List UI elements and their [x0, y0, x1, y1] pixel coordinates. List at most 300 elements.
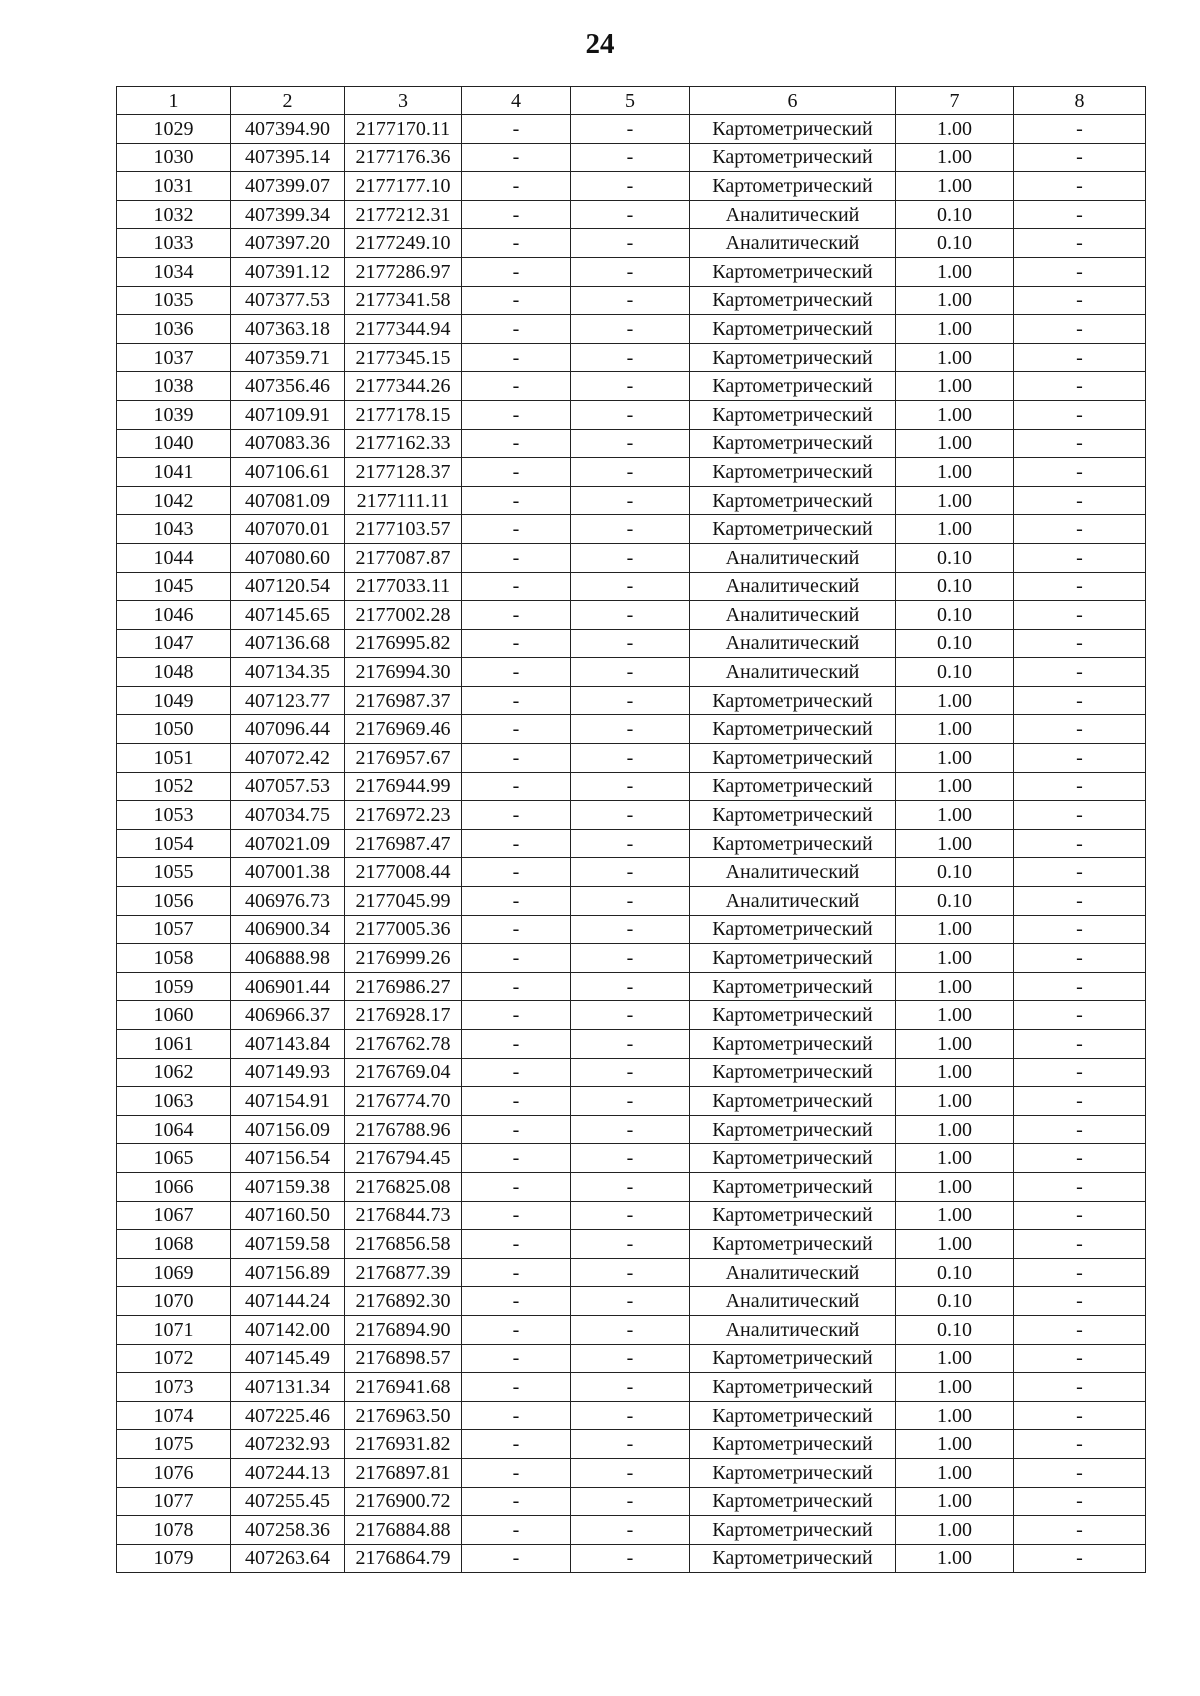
point-number-cell: 1056 [117, 887, 231, 916]
column-5-value-cell: - [571, 887, 690, 916]
accuracy-cell: 1.00 [896, 1058, 1014, 1087]
point-number-cell: 1062 [117, 1058, 231, 1087]
y-coordinate-cell: 2176944.99 [345, 772, 462, 801]
y-coordinate-cell: 2177128.37 [345, 458, 462, 487]
method-cell: Картометрический [690, 715, 896, 744]
table-row [117, 1001, 1146, 1030]
column-5-value-cell: - [571, 1201, 690, 1230]
column-8-value-cell: - [1014, 400, 1146, 429]
x-coordinate-cell: 407154.91 [231, 1087, 345, 1116]
point-number-cell: 1031 [117, 172, 231, 201]
x-coordinate-cell: 407399.07 [231, 172, 345, 201]
x-coordinate-cell: 407391.12 [231, 257, 345, 286]
column-5-value-cell: - [571, 1287, 690, 1316]
accuracy-cell: 1.00 [896, 1172, 1014, 1201]
column-8-value-cell: - [1014, 1344, 1146, 1373]
table-row [117, 715, 1146, 744]
point-number-cell: 1043 [117, 515, 231, 544]
method-cell: Аналитический [690, 887, 896, 916]
method-cell: Аналитический [690, 1287, 896, 1316]
accuracy-cell: 1.00 [896, 429, 1014, 458]
table-row [117, 229, 1146, 258]
column-4-value-cell: - [462, 772, 571, 801]
column-8-value-cell: - [1014, 744, 1146, 773]
y-coordinate-cell: 2177045.99 [345, 887, 462, 916]
accuracy-cell: 1.00 [896, 515, 1014, 544]
column-8-value-cell: - [1014, 1373, 1146, 1402]
accuracy-cell: 1.00 [896, 972, 1014, 1001]
method-cell: Картометрический [690, 515, 896, 544]
table-row [117, 658, 1146, 687]
method-cell: Картометрический [690, 486, 896, 515]
column-4-value-cell: - [462, 1258, 571, 1287]
method-cell: Картометрический [690, 1087, 896, 1116]
accuracy-cell: 1.00 [896, 400, 1014, 429]
point-number-cell: 1029 [117, 115, 231, 144]
column-4-value-cell: - [462, 1344, 571, 1373]
column-header: 6 [690, 87, 896, 115]
x-coordinate-cell: 407363.18 [231, 315, 345, 344]
column-8-value-cell: - [1014, 829, 1146, 858]
x-coordinate-cell: 407070.01 [231, 515, 345, 544]
point-number-cell: 1050 [117, 715, 231, 744]
accuracy-cell: 1.00 [896, 115, 1014, 144]
column-4-value-cell: - [462, 172, 571, 201]
column-5-value-cell: - [571, 658, 690, 687]
column-5-value-cell: - [571, 858, 690, 887]
column-header: 2 [231, 87, 345, 115]
accuracy-cell: 1.00 [896, 1487, 1014, 1516]
x-coordinate-cell: 407109.91 [231, 400, 345, 429]
accuracy-cell: 1.00 [896, 1115, 1014, 1144]
column-5-value-cell: - [571, 172, 690, 201]
accuracy-cell: 1.00 [896, 286, 1014, 315]
point-number-cell: 1059 [117, 972, 231, 1001]
x-coordinate-cell: 407156.54 [231, 1144, 345, 1173]
column-5-value-cell: - [571, 1516, 690, 1545]
accuracy-cell: 1.00 [896, 1001, 1014, 1030]
y-coordinate-cell: 2176774.70 [345, 1087, 462, 1116]
accuracy-cell: 1.00 [896, 801, 1014, 830]
column-5-value-cell: - [571, 972, 690, 1001]
column-4-value-cell: - [462, 1315, 571, 1344]
method-cell: Аналитический [690, 543, 896, 572]
y-coordinate-cell: 2177162.33 [345, 429, 462, 458]
column-5-value-cell: - [571, 1458, 690, 1487]
column-4-value-cell: - [462, 829, 571, 858]
table-row [117, 1458, 1146, 1487]
y-coordinate-cell: 2176825.08 [345, 1172, 462, 1201]
column-4-value-cell: - [462, 1030, 571, 1059]
column-8-value-cell: - [1014, 372, 1146, 401]
column-8-value-cell: - [1014, 229, 1146, 258]
accuracy-cell: 1.00 [896, 1373, 1014, 1402]
column-8-value-cell: - [1014, 1401, 1146, 1430]
coordinates-table [116, 86, 1146, 1573]
method-cell: Картометрический [690, 1144, 896, 1173]
y-coordinate-cell: 2177002.28 [345, 601, 462, 630]
y-coordinate-cell: 2176864.79 [345, 1544, 462, 1573]
y-coordinate-cell: 2177033.11 [345, 572, 462, 601]
point-number-cell: 1039 [117, 400, 231, 429]
accuracy-cell: 1.00 [896, 1201, 1014, 1230]
column-4-value-cell: - [462, 200, 571, 229]
point-number-cell: 1067 [117, 1201, 231, 1230]
accuracy-cell: 0.10 [896, 200, 1014, 229]
column-8-value-cell: - [1014, 1458, 1146, 1487]
column-8-value-cell: - [1014, 1144, 1146, 1173]
column-5-value-cell: - [571, 315, 690, 344]
column-8-value-cell: - [1014, 315, 1146, 344]
y-coordinate-cell: 2176994.30 [345, 658, 462, 687]
column-8-value-cell: - [1014, 1058, 1146, 1087]
x-coordinate-cell: 407142.00 [231, 1315, 345, 1344]
column-8-value-cell: - [1014, 686, 1146, 715]
x-coordinate-cell: 407080.60 [231, 543, 345, 572]
table-row [117, 486, 1146, 515]
table-row [117, 572, 1146, 601]
column-5-value-cell: - [571, 1487, 690, 1516]
method-cell: Картометрический [690, 1516, 896, 1545]
column-5-value-cell: - [571, 143, 690, 172]
accuracy-cell: 0.10 [896, 1258, 1014, 1287]
point-number-cell: 1049 [117, 686, 231, 715]
accuracy-cell: 0.10 [896, 229, 1014, 258]
column-4-value-cell: - [462, 1287, 571, 1316]
y-coordinate-cell: 2177341.58 [345, 286, 462, 315]
column-4-value-cell: - [462, 601, 571, 630]
x-coordinate-cell: 407120.54 [231, 572, 345, 601]
method-cell: Картометрический [690, 1458, 896, 1487]
x-coordinate-cell: 406966.37 [231, 1001, 345, 1030]
column-4-value-cell: - [462, 115, 571, 144]
column-8-value-cell: - [1014, 486, 1146, 515]
y-coordinate-cell: 2177344.94 [345, 315, 462, 344]
column-4-value-cell: - [462, 372, 571, 401]
column-4-value-cell: - [462, 1087, 571, 1116]
y-coordinate-cell: 2176987.47 [345, 829, 462, 858]
table-row [117, 343, 1146, 372]
column-4-value-cell: - [462, 1401, 571, 1430]
x-coordinate-cell: 407143.84 [231, 1030, 345, 1059]
point-number-cell: 1040 [117, 429, 231, 458]
point-number-cell: 1075 [117, 1430, 231, 1459]
x-coordinate-cell: 407145.65 [231, 601, 345, 630]
table-row [117, 115, 1146, 144]
column-5-value-cell: - [571, 257, 690, 286]
column-8-value-cell: - [1014, 915, 1146, 944]
table-row [117, 1230, 1146, 1259]
method-cell: Картометрический [690, 429, 896, 458]
column-5-value-cell: - [571, 1544, 690, 1573]
accuracy-cell: 0.10 [896, 1315, 1014, 1344]
method-cell: Картометрический [690, 286, 896, 315]
column-4-value-cell: - [462, 1058, 571, 1087]
x-coordinate-cell: 407359.71 [231, 343, 345, 372]
point-number-cell: 1034 [117, 257, 231, 286]
table-row [117, 200, 1146, 229]
column-5-value-cell: - [571, 572, 690, 601]
x-coordinate-cell: 406900.34 [231, 915, 345, 944]
column-5-value-cell: - [571, 1001, 690, 1030]
column-4-value-cell: - [462, 543, 571, 572]
point-number-cell: 1063 [117, 1087, 231, 1116]
method-cell: Картометрический [690, 972, 896, 1001]
table-row [117, 1115, 1146, 1144]
column-5-value-cell: - [571, 372, 690, 401]
method-cell: Картометрический [690, 915, 896, 944]
x-coordinate-cell: 407160.50 [231, 1201, 345, 1230]
point-number-cell: 1038 [117, 372, 231, 401]
y-coordinate-cell: 2176972.23 [345, 801, 462, 830]
column-8-value-cell: - [1014, 629, 1146, 658]
method-cell: Картометрический [690, 1401, 896, 1430]
column-4-value-cell: - [462, 343, 571, 372]
x-coordinate-cell: 407258.36 [231, 1516, 345, 1545]
point-number-cell: 1036 [117, 315, 231, 344]
column-4-value-cell: - [462, 715, 571, 744]
column-5-value-cell: - [571, 829, 690, 858]
method-cell: Аналитический [690, 1315, 896, 1344]
y-coordinate-cell: 2177177.10 [345, 172, 462, 201]
column-8-value-cell: - [1014, 1115, 1146, 1144]
column-4-value-cell: - [462, 887, 571, 916]
column-8-value-cell: - [1014, 658, 1146, 687]
point-number-cell: 1071 [117, 1315, 231, 1344]
x-coordinate-cell: 407134.35 [231, 658, 345, 687]
x-coordinate-cell: 407096.44 [231, 715, 345, 744]
point-number-cell: 1077 [117, 1487, 231, 1516]
x-coordinate-cell: 407123.77 [231, 686, 345, 715]
y-coordinate-cell: 2176894.90 [345, 1315, 462, 1344]
column-4-value-cell: - [462, 944, 571, 973]
y-coordinate-cell: 2176931.82 [345, 1430, 462, 1459]
accuracy-cell: 1.00 [896, 1030, 1014, 1059]
table-row [117, 400, 1146, 429]
column-4-value-cell: - [462, 801, 571, 830]
method-cell: Картометрический [690, 1115, 896, 1144]
x-coordinate-cell: 407255.45 [231, 1487, 345, 1516]
point-number-cell: 1051 [117, 744, 231, 773]
column-8-value-cell: - [1014, 572, 1146, 601]
column-8-value-cell: - [1014, 801, 1146, 830]
column-5-value-cell: - [571, 1430, 690, 1459]
table-row [117, 801, 1146, 830]
y-coordinate-cell: 2177111.11 [345, 486, 462, 515]
accuracy-cell: 1.00 [896, 486, 1014, 515]
table-row [117, 143, 1146, 172]
x-coordinate-cell: 407399.34 [231, 200, 345, 229]
method-cell: Картометрический [690, 829, 896, 858]
table-row [117, 315, 1146, 344]
table-row [117, 515, 1146, 544]
y-coordinate-cell: 2177286.97 [345, 257, 462, 286]
accuracy-cell: 1.00 [896, 172, 1014, 201]
column-4-value-cell: - [462, 1544, 571, 1573]
column-8-value-cell: - [1014, 1172, 1146, 1201]
y-coordinate-cell: 2176892.30 [345, 1287, 462, 1316]
method-cell: Аналитический [690, 858, 896, 887]
column-5-value-cell: - [571, 1058, 690, 1087]
column-4-value-cell: - [462, 1001, 571, 1030]
point-number-cell: 1060 [117, 1001, 231, 1030]
accuracy-cell: 1.00 [896, 944, 1014, 973]
column-5-value-cell: - [571, 944, 690, 973]
accuracy-cell: 1.00 [896, 829, 1014, 858]
table-row [117, 286, 1146, 315]
accuracy-cell: 0.10 [896, 858, 1014, 887]
table-row [117, 1201, 1146, 1230]
column-4-value-cell: - [462, 1201, 571, 1230]
column-8-value-cell: - [1014, 858, 1146, 887]
method-cell: Картометрический [690, 944, 896, 973]
column-4-value-cell: - [462, 229, 571, 258]
method-cell: Аналитический [690, 229, 896, 258]
column-5-value-cell: - [571, 115, 690, 144]
column-4-value-cell: - [462, 515, 571, 544]
method-cell: Картометрический [690, 1544, 896, 1573]
table-row [117, 1258, 1146, 1287]
method-cell: Аналитический [690, 200, 896, 229]
method-cell: Картометрический [690, 1373, 896, 1402]
column-4-value-cell: - [462, 315, 571, 344]
column-8-value-cell: - [1014, 1516, 1146, 1545]
column-8-value-cell: - [1014, 601, 1146, 630]
accuracy-cell: 0.10 [896, 1287, 1014, 1316]
method-cell: Картометрический [690, 686, 896, 715]
y-coordinate-cell: 2176769.04 [345, 1058, 462, 1087]
column-5-value-cell: - [571, 1115, 690, 1144]
accuracy-cell: 0.10 [896, 658, 1014, 687]
table-row [117, 257, 1146, 286]
point-number-cell: 1044 [117, 543, 231, 572]
accuracy-cell: 1.00 [896, 1458, 1014, 1487]
column-5-value-cell: - [571, 515, 690, 544]
y-coordinate-cell: 2176788.96 [345, 1115, 462, 1144]
y-coordinate-cell: 2176897.81 [345, 1458, 462, 1487]
y-coordinate-cell: 2176986.27 [345, 972, 462, 1001]
accuracy-cell: 1.00 [896, 715, 1014, 744]
column-5-value-cell: - [571, 772, 690, 801]
column-4-value-cell: - [462, 915, 571, 944]
column-5-value-cell: - [571, 801, 690, 830]
point-number-cell: 1070 [117, 1287, 231, 1316]
accuracy-cell: 1.00 [896, 915, 1014, 944]
x-coordinate-cell: 407021.09 [231, 829, 345, 858]
accuracy-cell: 0.10 [896, 572, 1014, 601]
point-number-cell: 1068 [117, 1230, 231, 1259]
table-row [117, 1430, 1146, 1459]
y-coordinate-cell: 2177087.87 [345, 543, 462, 572]
accuracy-cell: 1.00 [896, 1516, 1014, 1545]
method-cell: Картометрический [690, 343, 896, 372]
column-8-value-cell: - [1014, 515, 1146, 544]
point-number-cell: 1045 [117, 572, 231, 601]
x-coordinate-cell: 407057.53 [231, 772, 345, 801]
table-row [117, 1373, 1146, 1402]
y-coordinate-cell: 2177178.15 [345, 400, 462, 429]
column-8-value-cell: - [1014, 543, 1146, 572]
column-5-value-cell: - [571, 543, 690, 572]
method-cell: Картометрический [690, 315, 896, 344]
table-row [117, 1516, 1146, 1545]
x-coordinate-cell: 407145.49 [231, 1344, 345, 1373]
column-header: 4 [462, 87, 571, 115]
table-header-row [117, 87, 1146, 115]
point-number-cell: 1046 [117, 601, 231, 630]
x-coordinate-cell: 407156.09 [231, 1115, 345, 1144]
y-coordinate-cell: 2176987.37 [345, 686, 462, 715]
table-row [117, 458, 1146, 487]
table-row [117, 686, 1146, 715]
x-coordinate-cell: 407377.53 [231, 286, 345, 315]
accuracy-cell: 1.00 [896, 458, 1014, 487]
method-cell: Аналитический [690, 1258, 896, 1287]
table-row [117, 1172, 1146, 1201]
accuracy-cell: 1.00 [896, 143, 1014, 172]
x-coordinate-cell: 407083.36 [231, 429, 345, 458]
column-4-value-cell: - [462, 286, 571, 315]
table-row [117, 944, 1146, 973]
method-cell: Картометрический [690, 1001, 896, 1030]
column-8-value-cell: - [1014, 200, 1146, 229]
y-coordinate-cell: 2176957.67 [345, 744, 462, 773]
table-row [117, 629, 1146, 658]
column-5-value-cell: - [571, 601, 690, 630]
column-5-value-cell: - [571, 458, 690, 487]
y-coordinate-cell: 2177212.31 [345, 200, 462, 229]
table-row [117, 772, 1146, 801]
column-5-value-cell: - [571, 1344, 690, 1373]
column-5-value-cell: - [571, 229, 690, 258]
column-8-value-cell: - [1014, 458, 1146, 487]
method-cell: Картометрический [690, 172, 896, 201]
column-8-value-cell: - [1014, 1030, 1146, 1059]
column-header: 1 [117, 87, 231, 115]
column-4-value-cell: - [462, 486, 571, 515]
method-cell: Аналитический [690, 601, 896, 630]
table-row [117, 601, 1146, 630]
accuracy-cell: 1.00 [896, 257, 1014, 286]
column-5-value-cell: - [571, 686, 690, 715]
method-cell: Картометрический [690, 772, 896, 801]
column-8-value-cell: - [1014, 257, 1146, 286]
point-number-cell: 1066 [117, 1172, 231, 1201]
x-coordinate-cell: 407034.75 [231, 801, 345, 830]
method-cell: Картометрический [690, 1201, 896, 1230]
accuracy-cell: 1.00 [896, 1230, 1014, 1259]
column-4-value-cell: - [462, 400, 571, 429]
point-number-cell: 1054 [117, 829, 231, 858]
point-number-cell: 1042 [117, 486, 231, 515]
y-coordinate-cell: 2177005.36 [345, 915, 462, 944]
column-5-value-cell: - [571, 343, 690, 372]
y-coordinate-cell: 2177008.44 [345, 858, 462, 887]
accuracy-cell: 1.00 [896, 1144, 1014, 1173]
column-4-value-cell: - [462, 1458, 571, 1487]
table-row [117, 1144, 1146, 1173]
y-coordinate-cell: 2176995.82 [345, 629, 462, 658]
x-coordinate-cell: 406901.44 [231, 972, 345, 1001]
x-coordinate-cell: 407081.09 [231, 486, 345, 515]
table-row [117, 543, 1146, 572]
accuracy-cell: 0.10 [896, 543, 1014, 572]
column-5-value-cell: - [571, 486, 690, 515]
column-8-value-cell: - [1014, 772, 1146, 801]
column-8-value-cell: - [1014, 429, 1146, 458]
column-5-value-cell: - [571, 1401, 690, 1430]
column-4-value-cell: - [462, 1115, 571, 1144]
